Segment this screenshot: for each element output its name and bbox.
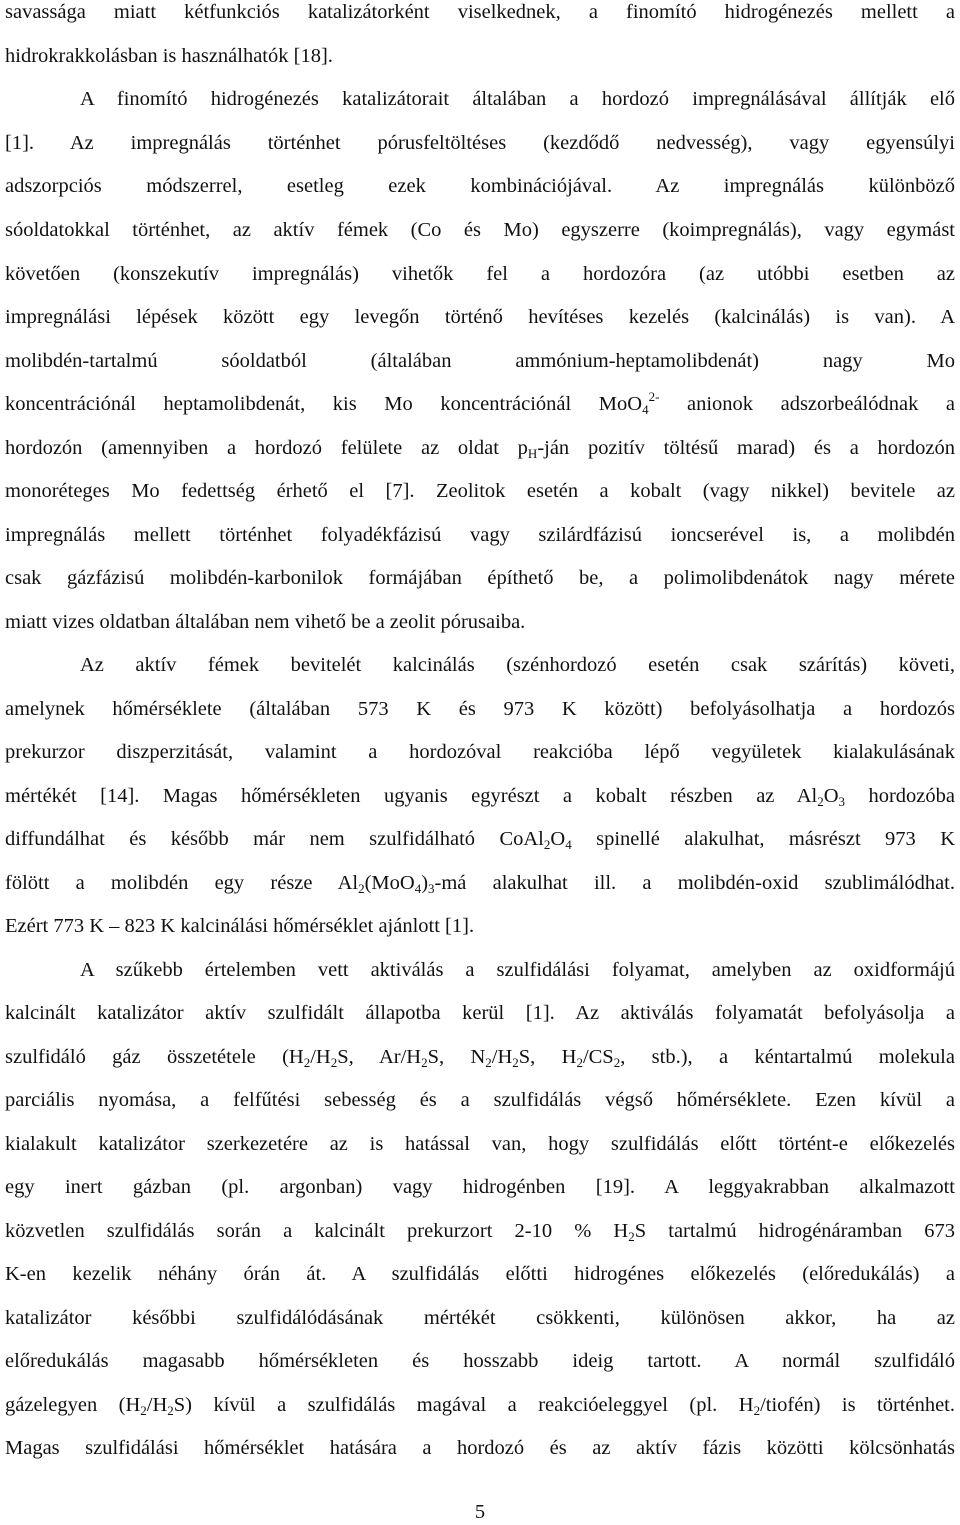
text-run: amelynek hőmérséklete (általában 573 K és 973 K között) befolyásolhatja a hordozós — [5, 698, 955, 720]
subscript: 4 — [414, 881, 422, 896]
text-run: impregnálás mellett történhet folyadékfázisú vagy szilárdfázisú ioncserével is, a molibdén — [5, 524, 955, 546]
text-run: hordozóba — [845, 785, 955, 807]
text-line — [5, 1436, 955, 1460]
subscript: 2 — [485, 1055, 492, 1070]
text-run: A finomító hidrogénezés katalizátorait általában a hordozó impregnálásával állítják elő — [80, 88, 955, 110]
text-run: monoréteges Mo fedettség érhető el [7]. Zeolitok esetén a kobalt (vagy nikkel) bevitele az — [5, 480, 955, 502]
text-line — [80, 87, 955, 111]
text-line — [5, 740, 955, 764]
subscript: 2 — [140, 1403, 147, 1418]
text-line — [5, 1306, 955, 1330]
text-run: gázelegyen (H — [5, 1394, 141, 1416]
text-run: impregnálási lépések között egy levegőn történő hevítéses kezelés (kalcinálás) is van). A — [5, 306, 955, 328]
text-line — [5, 305, 955, 329]
subscript: 2 — [303, 1055, 311, 1070]
text-run: prekurzor diszperzitását, valamint a hordozóval reakcióba lépő vegyületek kialakulásának — [5, 741, 955, 763]
text-run: csak gázfázisú molibdén-karbonilok formájában építhető be, a polimolibdenátok nagy mérete — [5, 567, 955, 589]
text-run: közvetlen szulfidálás során a kalcinált prekurzort 2-10 % H — [5, 1220, 629, 1242]
text-line — [80, 653, 955, 677]
text-line — [5, 1349, 955, 1373]
text-run: (MoO — [364, 872, 415, 894]
subscript: 3 — [428, 881, 435, 896]
text-line — [5, 784, 955, 808]
text-run: katalizátor későbbi szulfidálódásának mértékét csökkenti, különösen akkor, ha az — [5, 1307, 955, 1329]
text-run: /tiofén) is történhet. — [760, 1394, 955, 1416]
text-run: savassága miatt kétfunkciós katalizátorként viselkednek, a finomító hidrogénezés mellett a — [5, 1, 955, 23]
text-run: Magas szulfidálási hőmérséklet hatására a hordozó és az aktív fázis közötti kölcsönhatás — [5, 1437, 955, 1459]
subscript: 2 — [543, 837, 551, 852]
text-run: fölött a molibdén egy része Al — [5, 872, 359, 894]
subscript: 3 — [838, 794, 846, 809]
text-run: S, N — [427, 1046, 486, 1068]
text-run: egy inert gázban (pl. argonban) vagy hidrogénben [19]. A leggyakrabban alkalmazott — [5, 1176, 955, 1198]
subscript: 2 — [330, 1055, 338, 1070]
text-line — [5, 1393, 955, 1417]
text-run: adszorpciós módszerrel, esetleg ezek kombinációjával. Az impregnálás különböző — [5, 175, 955, 197]
subscript: 2 — [167, 1403, 174, 1418]
subscript: 2 — [512, 1055, 519, 1070]
text-run: S tartalmú hidrogénáramban 673 — [634, 1220, 955, 1242]
text-line — [5, 262, 955, 286]
text-run: Az aktív fémek bevitelét kalcinálás (szénhordozó esetén csak szárítás) követi, — [80, 654, 955, 676]
subscript: H — [527, 446, 538, 461]
text-run: hidrokrakkolásban is használhatók [18]. — [5, 45, 333, 67]
text-run: ) — [421, 872, 429, 894]
text-line — [5, 349, 955, 373]
text-line — [80, 958, 955, 982]
text-run: spinellé alakulhat, másrészt 973 K — [571, 828, 955, 850]
text-line — [5, 479, 955, 503]
subscript: 2 — [421, 1055, 428, 1070]
text-run: O — [550, 828, 566, 850]
text-run: koncentrációnál heptamolibdenát, kis Mo koncentrációnál MoO — [5, 393, 643, 415]
text-run: -ján pozitív töltésű marad) és a hordozón — [537, 437, 955, 459]
text-line — [5, 436, 955, 460]
text-run: A szűkebb értelemben vett aktiválás a szulfidálási folyamat, amelyben az oxidformájú — [80, 959, 955, 981]
text-line — [5, 0, 955, 24]
text-run: S) kívül a szulfidálás magával a reakcióeleggyel (pl. H — [173, 1394, 754, 1416]
text-line — [5, 174, 955, 198]
text-run: szulfidáló gáz összetétele (H — [5, 1046, 304, 1068]
text-line — [5, 827, 955, 851]
text-line — [5, 523, 955, 547]
text-run: Ezért 773 K – 823 K kalcinálási hőmérséklet ajánlott [1]. — [5, 915, 475, 937]
text-run: [1]. Az impregnálás történhet pórusfeltöltéses (kezdődő nedvesség), vagy egyensúlyi — [5, 132, 955, 154]
text-line — [5, 1088, 955, 1112]
subscript: 2 — [817, 794, 824, 809]
text-line — [5, 1175, 955, 1199]
superscript: 2- — [648, 389, 660, 404]
text-line — [5, 44, 955, 68]
text-run: diffundálhat és később már nem szulfidálható CoAl — [5, 828, 544, 850]
subscript: 4 — [642, 402, 649, 417]
text-run: anionok adszorbeálódnak a — [659, 393, 956, 415]
text-run: S, H — [518, 1046, 577, 1068]
text-run: mértékét [14]. Magas hőmérsékleten ugyanis egyrészt a kobalt részben az Al — [5, 785, 818, 807]
text-run: -má alakulhat ill. a molibdén-oxid szublimálódhat. — [434, 872, 955, 894]
text-run: S, Ar/H — [337, 1046, 422, 1068]
text-line — [5, 610, 955, 634]
subscript: 2 — [628, 1229, 635, 1244]
text-run: hordozón (amennyiben a hordozó felülete az oldat p — [5, 437, 528, 459]
text-run: /CS — [582, 1046, 614, 1068]
text-line — [5, 1262, 955, 1286]
text-run: , stb.), a kéntartalmú molekula — [620, 1046, 955, 1068]
text-line — [5, 1132, 955, 1156]
text-run: K-en kezelik néhány órán át. A szulfidálás előtti hidrogénes előkezelés (előredukálás) a — [5, 1263, 955, 1285]
subscript: 4 — [565, 837, 572, 852]
text-run: O — [823, 785, 839, 807]
text-run: /H — [146, 1394, 168, 1416]
text-run: kialakult katalizátor szerkezetére az is hatással van, hogy szulfidálás előtt történt-e előkezelés — [5, 1133, 955, 1155]
subscript: 2 — [358, 881, 365, 896]
text-line — [5, 389, 956, 417]
text-run: /H — [310, 1046, 331, 1068]
text-run: /H — [491, 1046, 513, 1068]
text-run: kalcinált katalizátor aktív szulfidált állapotba kerül [1]. Az aktiválás folyamatát befolyásolja a — [5, 1002, 955, 1024]
text-line — [5, 566, 955, 590]
text-line — [5, 131, 955, 155]
text-line — [5, 218, 955, 242]
text-line — [5, 914, 955, 938]
text-run: követően (konszekutív impregnálás) vihetők fel a hordozóra (az utóbbi esetben az — [5, 263, 955, 285]
subscript: 2 — [753, 1403, 761, 1418]
text-run: molibdén-tartalmú sóoldatból (általában ammónium-heptamolibdenát) nagy Mo — [5, 350, 955, 372]
text-line — [5, 1045, 955, 1069]
subscript: 2 — [613, 1055, 621, 1070]
text-line — [5, 871, 955, 895]
page-number: 5 — [474, 1501, 486, 1523]
text-line — [5, 1219, 955, 1243]
text-run: miatt vizes oldatban általában nem vihető be a zeolit pórusaiba. — [5, 611, 526, 633]
text-run: előredukálás magasabb hőmérsékleten és hosszabb ideig tartott. A normál szulfidáló — [5, 1350, 955, 1372]
text-line — [5, 1001, 955, 1025]
text-run: sóoldatokkal történhet, az aktív fémek (Co és Mo) egyszerre (koimpregnálás), vagy egymást — [5, 219, 955, 241]
subscript: 2 — [576, 1055, 583, 1070]
text-line — [5, 697, 955, 721]
text-run: parciális nyomása, a felfűtési sebesség és a szulfidálás végső hőmérséklete. Ezen kívül a — [5, 1089, 955, 1111]
